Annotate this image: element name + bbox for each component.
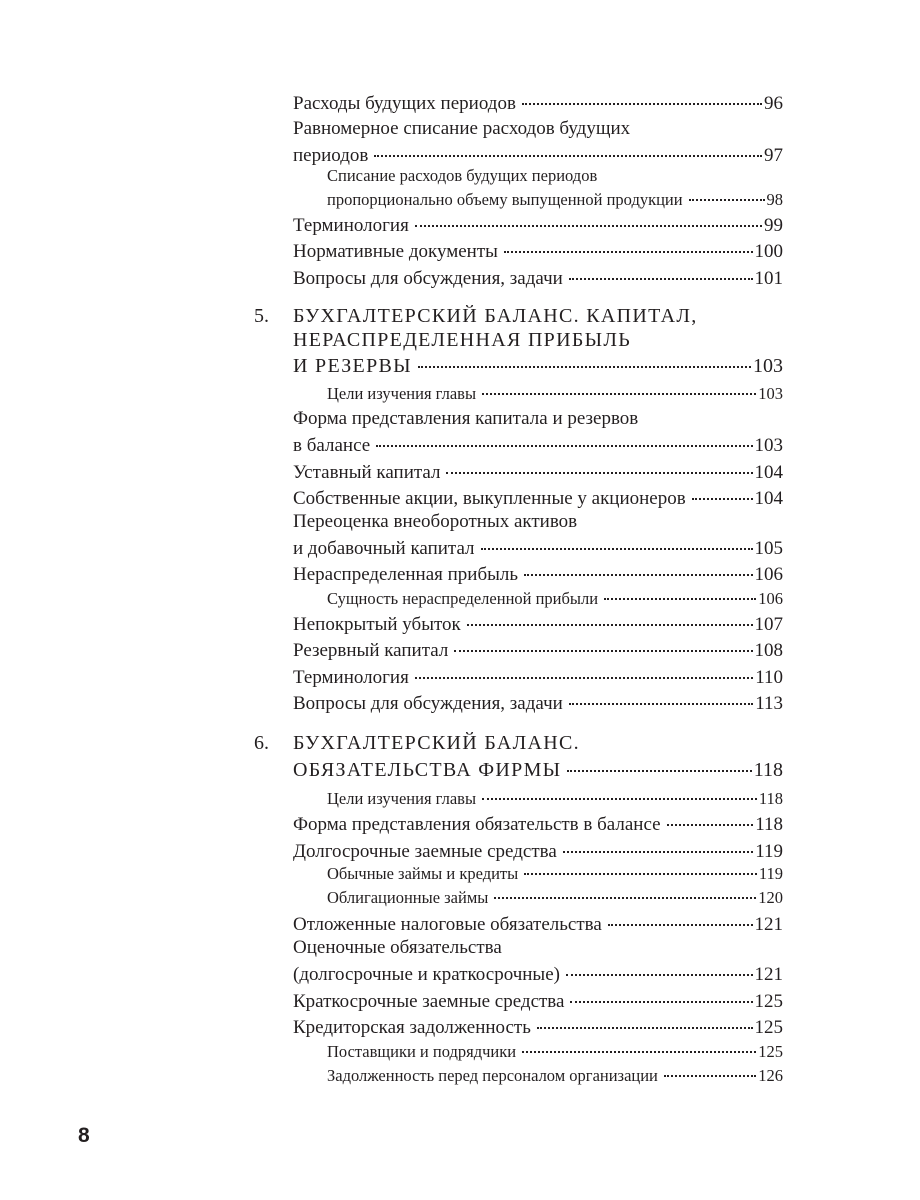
toc-entry-page: 106 xyxy=(758,588,783,608)
chapter-title-line: И РЕЗЕРВЫ xyxy=(293,355,412,377)
toc-entry-page: 119 xyxy=(758,863,783,883)
toc-entry-page: 104 xyxy=(754,462,783,483)
dot-leader xyxy=(467,611,753,630)
toc-entry-title: Облигационные займы xyxy=(327,887,489,907)
toc-entry-title-line: Форма представления капитала и резервов xyxy=(293,408,639,429)
toc-entry xyxy=(293,961,783,986)
dot-leader xyxy=(692,485,753,504)
toc-entry-page: 110 xyxy=(755,667,783,688)
toc-subentry xyxy=(327,886,783,908)
page-number: 8 xyxy=(78,1124,90,1147)
toc-entry xyxy=(293,811,783,836)
toc-entry-title: Цели изучения главы xyxy=(327,383,477,403)
toc-entry-title: в балансе xyxy=(293,435,371,456)
toc-entry-page: 98 xyxy=(766,189,783,209)
toc-entry-title: Кредиторская задолженность xyxy=(293,1017,531,1038)
toc-entry xyxy=(293,90,783,115)
dot-leader xyxy=(537,1014,753,1033)
toc-entry-page: 120 xyxy=(758,887,783,907)
dot-leader xyxy=(504,238,753,257)
toc-subentry-title-line: Списание расходов будущих периодов xyxy=(327,166,598,185)
toc-subentry xyxy=(327,1040,783,1062)
toc-entry-title: Вопросы для обсуждения, задачи xyxy=(293,693,563,714)
dot-leader xyxy=(415,212,762,231)
toc-entry-title: Непокрытый убыток xyxy=(293,614,461,635)
dot-leader xyxy=(481,535,753,554)
toc-entry xyxy=(293,988,783,1013)
toc-entry-title: (долгосрочные и краткосрочные) xyxy=(293,964,560,985)
toc-entry xyxy=(293,238,783,263)
toc-subentry xyxy=(327,188,783,210)
toc-entry-title: Долгосрочные заемные средства xyxy=(293,841,557,862)
toc-entry-title: периодов xyxy=(293,145,369,166)
toc-entry-page: 118 xyxy=(753,759,783,781)
toc-entry-title-line: Оценочные обязательства xyxy=(293,937,502,958)
toc-entry-page: 97 xyxy=(764,145,783,166)
toc-entry xyxy=(293,432,783,457)
dot-leader xyxy=(608,911,753,930)
toc-entry-page: 104 xyxy=(754,488,783,509)
chapter-heading xyxy=(293,756,783,782)
toc-entry-page: 103 xyxy=(754,435,783,456)
toc-entry-page: 113 xyxy=(755,693,783,714)
chapter-number: 5. xyxy=(254,305,269,327)
dot-leader xyxy=(569,690,753,709)
toc-entry-title: Задолженность перед персоналом организации xyxy=(327,1065,658,1085)
toc-entry-page: 118 xyxy=(755,814,783,835)
toc-entry-page: 100 xyxy=(754,241,783,262)
toc-subentry xyxy=(327,1064,783,1086)
chapter-heading xyxy=(293,352,783,378)
toc-entry-title: Терминология xyxy=(293,667,409,688)
toc-entry-page: 118 xyxy=(758,788,783,808)
toc-entry-page: 106 xyxy=(754,564,783,585)
toc-entry-title: Вопросы для обсуждения, задачи xyxy=(293,268,563,289)
dot-leader xyxy=(604,587,756,604)
toc-entry-title: Форма представления обязательств в балансе xyxy=(293,814,661,835)
chapter-title-line: БУХГАЛТЕРСКИЙ БАЛАНС. КАПИТАЛ, xyxy=(293,305,698,327)
toc-entry-title: Расходы будущих периодов xyxy=(293,93,516,114)
dot-leader xyxy=(569,265,753,284)
toc-entry-title: Терминология xyxy=(293,215,409,236)
toc-entry-title: Нераспределенная прибыль xyxy=(293,564,519,585)
dot-leader xyxy=(376,432,752,451)
toc-entry-page: 125 xyxy=(754,1017,783,1038)
dot-leader xyxy=(374,142,762,161)
toc-entry-page: 103 xyxy=(758,383,783,403)
toc-entry-title: Поставщики и подрядчики xyxy=(327,1041,517,1061)
toc-entry-title: Резервный капитал xyxy=(293,640,449,661)
toc-entry-page: 108 xyxy=(754,640,783,661)
toc-entry xyxy=(293,485,783,510)
toc-entry-title: Собственные акции, выкупленные у акционеров xyxy=(293,488,686,509)
dot-leader xyxy=(454,637,752,656)
dot-leader xyxy=(418,352,751,372)
dot-leader xyxy=(482,787,757,804)
toc-entry xyxy=(293,637,783,662)
toc-entry xyxy=(293,142,783,167)
chapter-title-line: НЕРАСПРЕДЕЛЕННАЯ ПРИБЫЛЬ xyxy=(293,329,632,351)
dot-leader xyxy=(482,382,756,399)
dot-leader xyxy=(563,838,753,857)
toc-entry-page: 96 xyxy=(764,93,783,114)
toc-entry-title: Обычные займы и кредиты xyxy=(327,863,519,883)
toc-entry-title: Уставный капитал xyxy=(293,462,441,483)
toc-entry xyxy=(293,535,783,560)
toc-entry xyxy=(293,1014,783,1039)
toc-entry-page: 105 xyxy=(754,538,783,559)
dot-leader xyxy=(494,886,756,903)
toc-entry xyxy=(293,212,783,237)
toc-entry-title: и добавочный капитал xyxy=(293,538,475,559)
toc-entry-page: 99 xyxy=(764,215,783,236)
toc-entry-page: 126 xyxy=(758,1065,783,1085)
dot-leader xyxy=(522,1040,756,1057)
dot-leader xyxy=(689,188,765,205)
toc-entry xyxy=(293,664,783,689)
toc-entry-title: пропорционально объему выпущенной продукции xyxy=(327,189,683,209)
toc-entry xyxy=(293,690,783,715)
toc-entry xyxy=(293,459,783,484)
toc-entry-title: Цели изучения главы xyxy=(327,788,477,808)
dot-leader xyxy=(415,664,753,683)
toc-entry-title-line: Переоценка внеоборотных активов xyxy=(293,511,578,532)
toc-entry-title-line: Равномерное списание расходов будущих xyxy=(293,118,631,139)
toc-entry xyxy=(293,611,783,636)
chapter-title-line: ОБЯЗАТЕЛЬСТВА ФИРМЫ xyxy=(293,759,562,781)
chapter-title-line: БУХГАЛТЕРСКИЙ БАЛАНС. xyxy=(293,732,580,754)
toc-entry xyxy=(293,838,783,863)
dot-leader xyxy=(667,811,754,830)
dot-leader xyxy=(524,561,752,580)
dot-leader xyxy=(570,988,752,1007)
toc-entry-page: 101 xyxy=(754,268,783,289)
toc-entry-page: 121 xyxy=(754,964,783,985)
toc-subentry xyxy=(327,787,783,809)
toc-entry-page: 121 xyxy=(754,914,783,935)
toc-entry-title: Нормативные документы xyxy=(293,241,498,262)
toc-entry xyxy=(293,561,783,586)
dot-leader xyxy=(524,862,757,879)
toc-entry xyxy=(293,911,783,936)
toc-subentry xyxy=(327,382,783,404)
toc-entry xyxy=(293,265,783,290)
dot-leader xyxy=(522,90,762,109)
chapter-number: 6. xyxy=(254,732,269,754)
toc-entry-page: 125 xyxy=(754,991,783,1012)
toc-entry-title: Краткосрочные заемные средства xyxy=(293,991,565,1012)
toc-subentry xyxy=(327,862,783,884)
toc-subentry xyxy=(327,587,783,609)
dot-leader xyxy=(446,459,752,478)
toc-entry-page: 119 xyxy=(755,841,783,862)
toc-entry-title: Отложенные налоговые обязательства xyxy=(293,914,602,935)
toc-entry-page: 103 xyxy=(753,355,783,377)
dot-leader xyxy=(664,1064,756,1081)
dot-leader xyxy=(566,961,753,980)
dot-leader xyxy=(567,756,751,776)
toc-entry-title: Сущность нераспределенной прибыли xyxy=(327,588,599,608)
toc-entry-page: 107 xyxy=(754,614,783,635)
toc-entry-page: 125 xyxy=(758,1041,783,1061)
